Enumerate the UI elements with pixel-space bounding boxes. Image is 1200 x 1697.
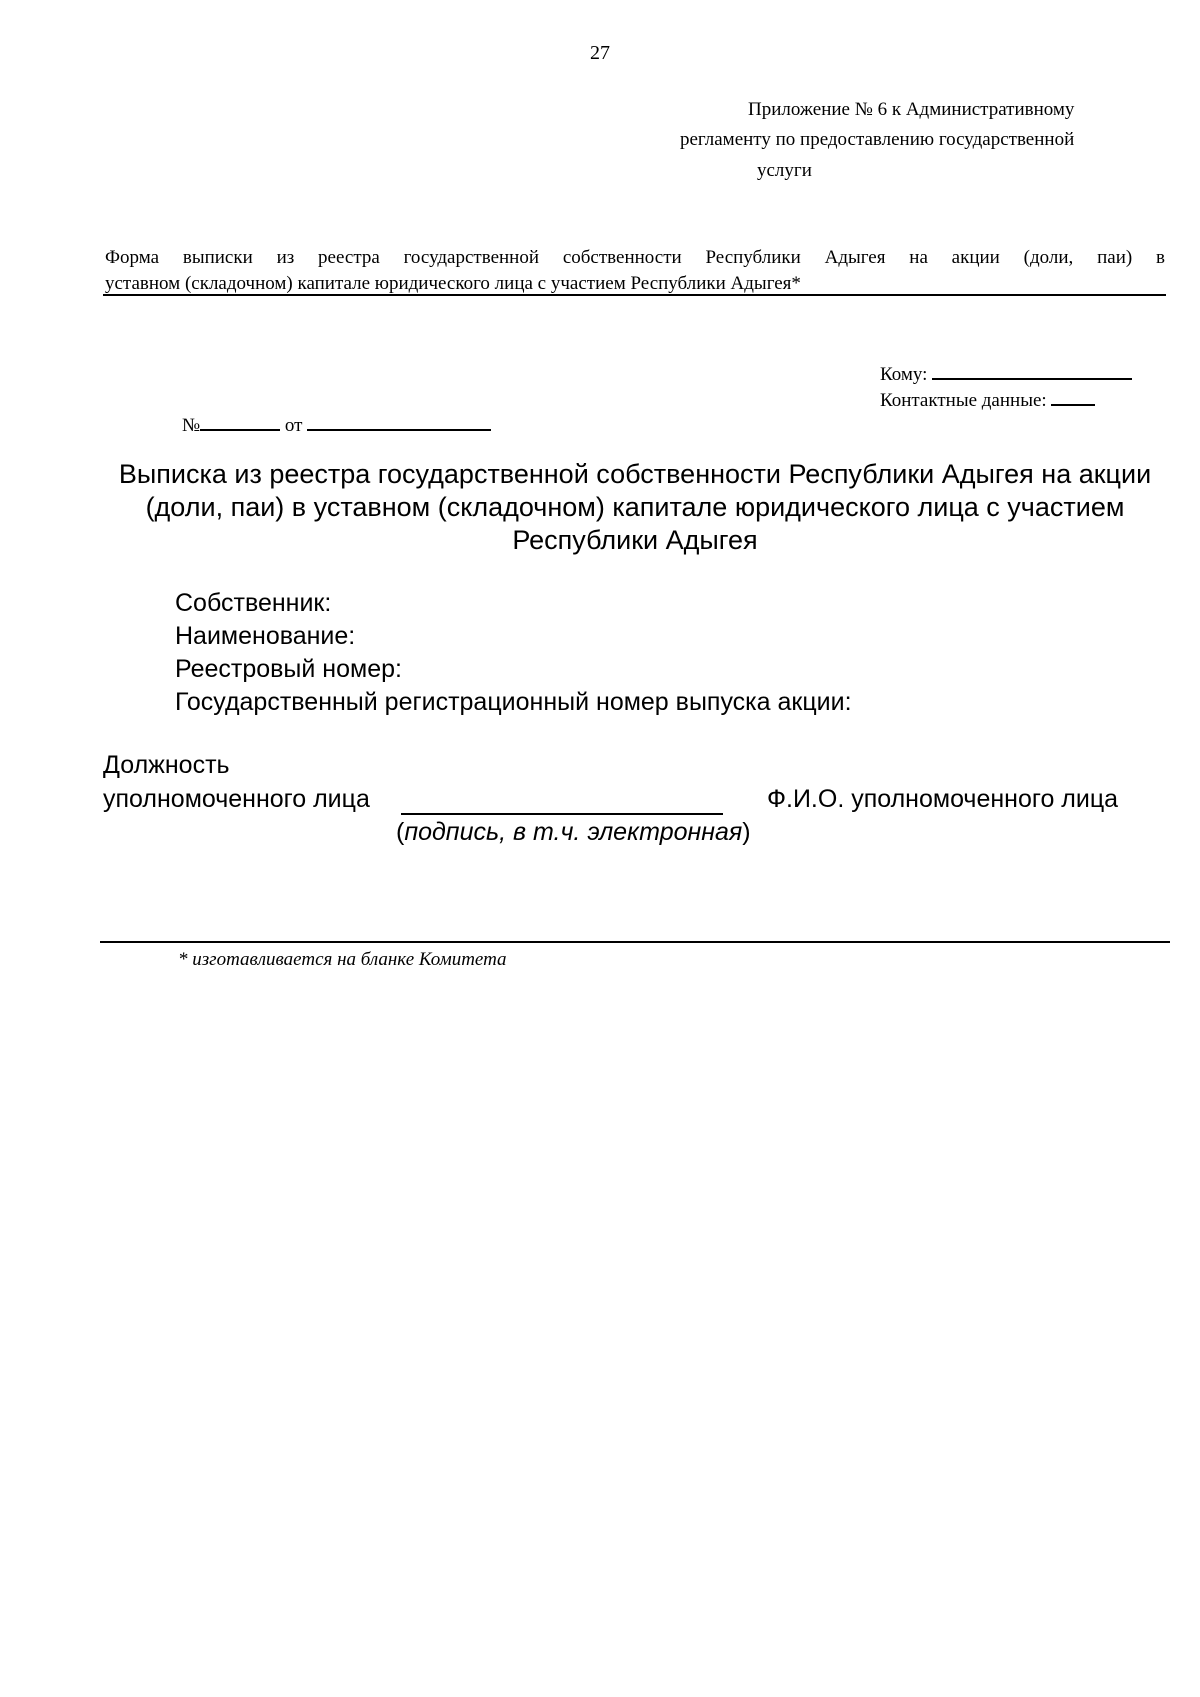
document-date-blank[interactable] — [307, 411, 491, 431]
form-title-underline — [103, 294, 1166, 296]
field-owner-label: Собственник: — [175, 589, 332, 617]
recipient-contacts-row — [880, 386, 1095, 412]
document-number-blank[interactable] — [200, 411, 280, 431]
signature-caption-close-paren: ) — [742, 818, 751, 846]
extract-title-line-2: (доли, паи) в уставном (складочном) капитале юридического лица с участием — [145, 492, 1125, 522]
signature-caption-open-paren: ( — [396, 818, 405, 846]
extract-title-line-3: Республики Адыгея — [512, 525, 758, 555]
footnote: * изготавливается на бланке Комитета — [178, 949, 507, 970]
page-number: 27 — [590, 42, 610, 64]
field-name-label: Наименование: — [175, 622, 356, 650]
field-state-registration-number-label: Государственный регистрационный номер выпуска акции: — [175, 688, 852, 716]
recipient-contacts-blank[interactable] — [1051, 386, 1095, 406]
recipient-to-row — [880, 360, 1132, 386]
document-number-date-row — [182, 411, 491, 437]
recipient-to-blank[interactable] — [932, 360, 1132, 380]
footnote-separator — [100, 941, 1170, 943]
number-sign: № — [182, 415, 201, 436]
extract-title-line-1: Выписка из реестра государственной собственности Республики Адыгея на акции — [118, 459, 1152, 489]
appendix-heading-line-1: Приложение № 6 к Административному — [748, 99, 1075, 120]
signature-line[interactable] — [401, 813, 723, 815]
recipient-contacts-label: Контактные данные: — [880, 390, 1047, 411]
signatory-position-label-line-2: уполномоченного лица — [103, 785, 370, 813]
recipient-to-label: Кому: — [880, 364, 928, 385]
date-from-label: от — [284, 415, 303, 436]
appendix-heading-line-2: регламенту по предоставлению государственной — [680, 129, 1075, 150]
form-title-line-1: Форма выписки из реестра государственной собственности Республики Адыгея на акции (доли, паи) в — [105, 247, 1165, 268]
form-title — [105, 245, 1165, 297]
signature-caption — [396, 818, 751, 847]
field-registry-number-label: Реестровый номер: — [175, 655, 402, 683]
signature-caption-text: подпись, в т.ч. электронная — [404, 818, 743, 846]
signatory-position-label-line-1: Должность — [103, 751, 230, 779]
form-title-line-2: уставном (складочном) капитале юридического лица с участием Республики Адыгея* — [105, 273, 801, 294]
signatory-fio-label: Ф.И.О. уполномоченного лица — [767, 785, 1119, 813]
appendix-heading-line-3: услуги — [757, 160, 812, 181]
extract-title — [0, 458, 1200, 557]
